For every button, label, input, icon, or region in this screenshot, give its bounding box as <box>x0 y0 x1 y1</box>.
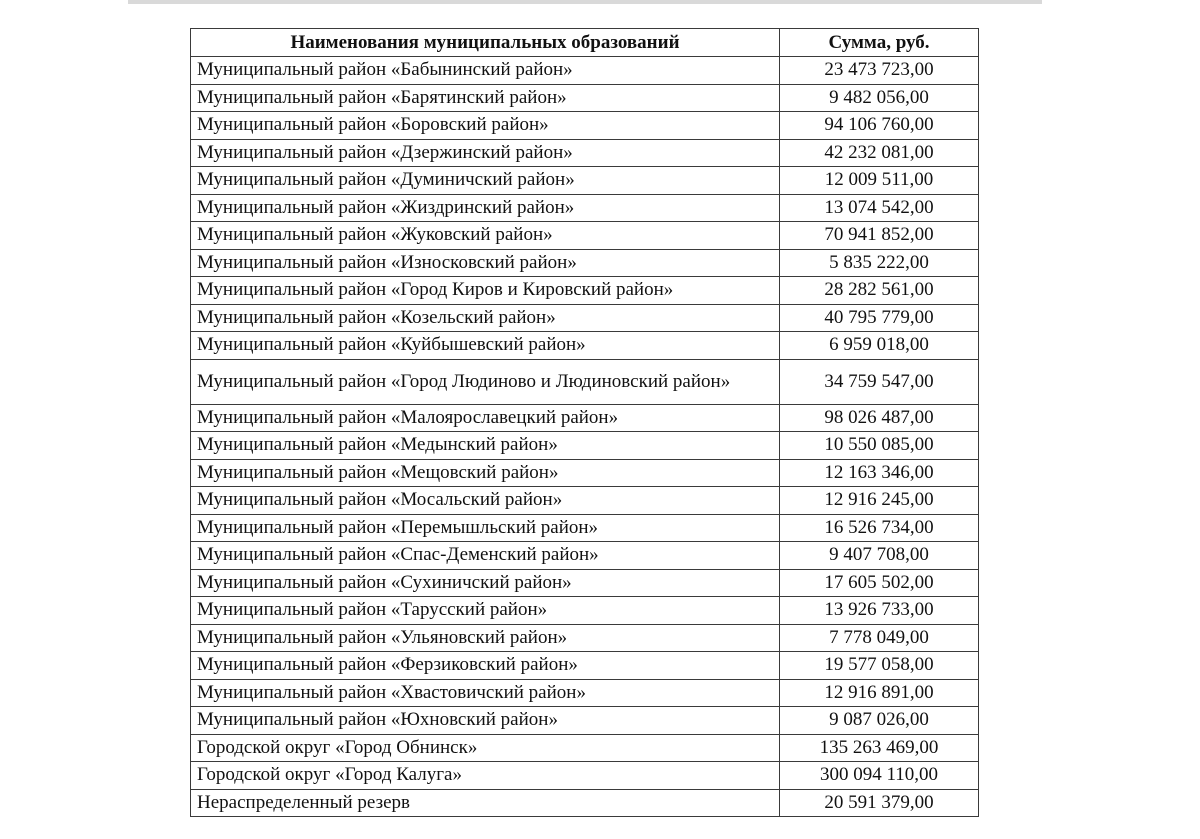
row-name: Муниципальный район «Сухиничский район» <box>191 569 780 597</box>
row-name: Муниципальный район «Жиздринский район» <box>191 194 780 222</box>
row-name: Городской округ «Город Калуга» <box>191 762 780 790</box>
row-sum: 7 778 049,00 <box>780 624 979 652</box>
row-sum: 135 263 469,00 <box>780 734 979 762</box>
municipal-sums-table <box>190 28 979 817</box>
table-row <box>191 459 979 487</box>
row-sum: 40 795 779,00 <box>780 304 979 332</box>
row-sum: 16 526 734,00 <box>780 514 979 542</box>
table-row <box>191 57 979 85</box>
row-name: Муниципальный район «Спас-Деменский район» <box>191 542 780 570</box>
row-name: Муниципальный район «Боровский район» <box>191 112 780 140</box>
row-name: Муниципальный район «Куйбышевский район» <box>191 332 780 360</box>
row-name: Муниципальный район «Хвастовичский район» <box>191 679 780 707</box>
table-row <box>191 112 979 140</box>
table-row <box>191 222 979 250</box>
row-sum: 19 577 058,00 <box>780 652 979 680</box>
table-row <box>191 734 979 762</box>
row-sum: 9 087 026,00 <box>780 707 979 735</box>
table-row <box>191 624 979 652</box>
row-name: Муниципальный район «Мосальский район» <box>191 487 780 515</box>
header-name: Наименования муниципальных образований <box>191 29 780 57</box>
row-sum: 13 926 733,00 <box>780 597 979 625</box>
row-name: Муниципальный район «Юхновский район» <box>191 707 780 735</box>
row-name: Муниципальный район «Износковский район» <box>191 249 780 277</box>
row-name: Муниципальный район «Жуковский район» <box>191 222 780 250</box>
row-sum: 12 163 346,00 <box>780 459 979 487</box>
row-sum: 42 232 081,00 <box>780 139 979 167</box>
row-sum: 12 009 511,00 <box>780 167 979 195</box>
row-name: Муниципальный район «Город Людиново и Людиновский район» <box>191 359 780 404</box>
header-sum: Сумма, руб. <box>780 29 979 57</box>
row-sum: 13 074 542,00 <box>780 194 979 222</box>
row-sum: 12 916 891,00 <box>780 679 979 707</box>
row-sum: 23 473 723,00 <box>780 57 979 85</box>
table-row <box>191 707 979 735</box>
row-name: Муниципальный район «Барятинский район» <box>191 84 780 112</box>
table-row <box>191 359 979 404</box>
row-name: Городской округ «Город Обнинск» <box>191 734 780 762</box>
row-name: Муниципальный район «Бабынинский район» <box>191 57 780 85</box>
row-sum: 10 550 085,00 <box>780 432 979 460</box>
row-name: Муниципальный район «Малоярославецкий район» <box>191 404 780 432</box>
table-row <box>191 542 979 570</box>
table-row <box>191 487 979 515</box>
table-row <box>191 332 979 360</box>
table-row <box>191 514 979 542</box>
row-name: Муниципальный район «Дзержинский район» <box>191 139 780 167</box>
table-row <box>191 249 979 277</box>
row-name: Муниципальный район «Мещовский район» <box>191 459 780 487</box>
row-name: Муниципальный район «Ульяновский район» <box>191 624 780 652</box>
table-row <box>191 652 979 680</box>
row-sum: 94 106 760,00 <box>780 112 979 140</box>
row-name: Муниципальный район «Перемышльский район» <box>191 514 780 542</box>
table-row <box>191 679 979 707</box>
row-sum: 20 591 379,00 <box>780 789 979 817</box>
table-row <box>191 789 979 817</box>
row-name: Муниципальный район «Тарусский район» <box>191 597 780 625</box>
top-page-strip <box>128 0 1042 4</box>
row-sum: 12 916 245,00 <box>780 487 979 515</box>
row-sum: 300 094 110,00 <box>780 762 979 790</box>
table-row <box>191 597 979 625</box>
row-sum: 70 941 852,00 <box>780 222 979 250</box>
table-row <box>191 167 979 195</box>
table-row <box>191 404 979 432</box>
row-sum: 9 407 708,00 <box>780 542 979 570</box>
table-row <box>191 277 979 305</box>
row-sum: 34 759 547,00 <box>780 359 979 404</box>
row-name: Нераспределенный резерв <box>191 789 780 817</box>
table-header-row <box>191 29 979 57</box>
row-name: Муниципальный район «Город Киров и Кировский район» <box>191 277 780 305</box>
row-sum: 98 026 487,00 <box>780 404 979 432</box>
row-name: Муниципальный район «Медынский район» <box>191 432 780 460</box>
row-sum: 17 605 502,00 <box>780 569 979 597</box>
table-row <box>191 139 979 167</box>
table-row <box>191 194 979 222</box>
row-sum: 9 482 056,00 <box>780 84 979 112</box>
row-name: Муниципальный район «Козельский район» <box>191 304 780 332</box>
row-name: Муниципальный район «Ферзиковский район» <box>191 652 780 680</box>
row-sum: 5 835 222,00 <box>780 249 979 277</box>
table-row <box>191 304 979 332</box>
row-sum: 28 282 561,00 <box>780 277 979 305</box>
row-name: Муниципальный район «Думиничский район» <box>191 167 780 195</box>
row-sum: 6 959 018,00 <box>780 332 979 360</box>
table-row <box>191 569 979 597</box>
table-row <box>191 432 979 460</box>
table-row <box>191 84 979 112</box>
table-row <box>191 762 979 790</box>
